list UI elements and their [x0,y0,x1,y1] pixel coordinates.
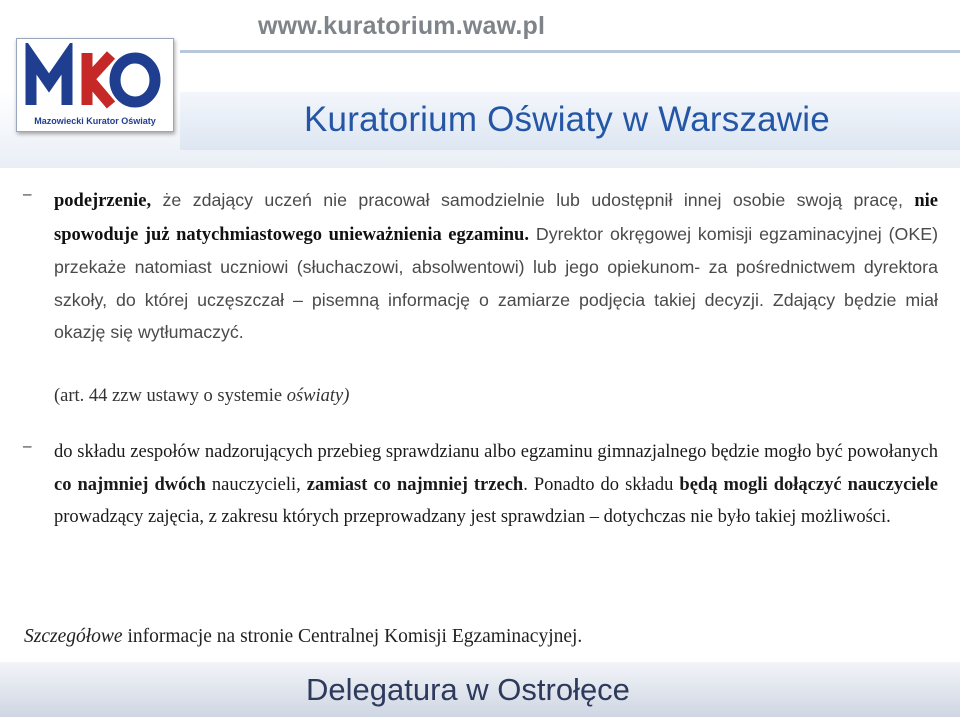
item-text: nauczycieli, [205,474,307,495]
bullet-dash: − [22,186,33,206]
item-text: . Ponadto do składu [523,474,680,495]
item-bold: co najmniej dwóch [54,474,206,495]
law-reference: (art. 44 zzw ustawy o systemie oświaty) [54,386,350,406]
org-title: Kuratorium Oświaty w Warszawie [304,100,830,139]
item-bold: będą mogli dołączyć nauczyciele [679,474,938,495]
item-text: Dyrektor okręgowej komisji egzaminacyjnej (OKE) przekaże natomiast uczniowi (słuchaczowi, absolwentowi) lub jego opiekunom- za pośrednictwem dyrektora szkoły, do której uczęszczał – pisemną informację o zamiarze podjęcia takiej decyzji. Zdający będzie miał okazję się wytłumaczyć. [54,223,939,342]
bullet-item-teams [54,436,938,534]
bullet-dash: − [22,438,33,458]
item-lead-bold: podejrzenie, [54,191,152,211]
mko-logo [16,38,174,132]
item-text: do składu zespołów nadzorujących przebieg sprawdzianu albo egzaminu gimnazjalnego będzie mogło być powołanych [54,442,938,462]
item-bold: zamiast co najmniej trzech [306,474,524,495]
header [0,0,960,168]
mko-logo-icon [25,43,165,113]
footer-title: Delegatura w Ostrołęce [306,672,630,707]
site-url[interactable]: www.kuratorium.waw.pl [258,12,546,40]
header-divider [180,50,960,53]
footer-note: Szczegółowe informacje na stronie Centralnej Komisji Egzaminacyjnej. [24,626,583,647]
item-bold: nie spowoduje już natychmiastowego unieważnienia egzaminu. [54,191,938,245]
item-text: że zdający uczeń nie pracował samodzielnie lub udostępnił innej osobie swoją pracę, [151,190,915,210]
bullet-item-suspicion [54,184,938,349]
item-text: prowadzący zajęcia, z zakresu których przeprowadzany jest sprawdzian – dotychczas nie było takiej możliwości. [54,507,891,527]
logo-caption: Mazowiecki Kurator Oświaty [34,116,156,126]
